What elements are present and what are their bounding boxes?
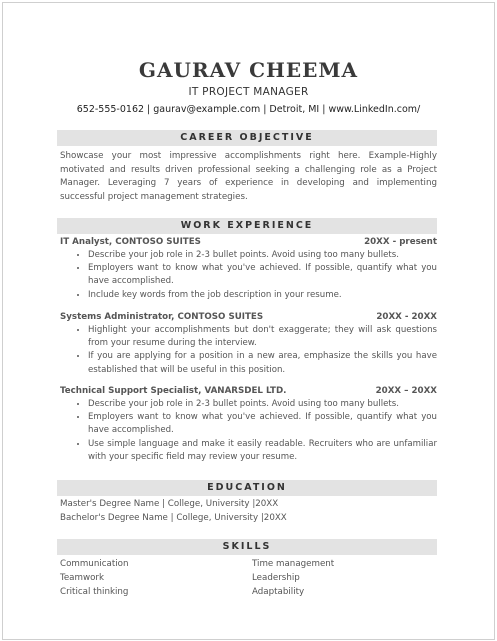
work-experience-heading: WORK EXPERIENCE [57,218,437,234]
skill-item: Critical thinking [60,587,129,597]
job-bullet: • Describe your job role in 2-3 bullet points. Avoid using too many bullets. [88,398,437,411]
job-entry-dates: 20XX - present [364,237,437,247]
job-entry-title: Technical Support Specialist, VANARSDEL LTD. [60,386,287,396]
skill-item: Leadership [252,573,300,583]
job-bullet: • Employers want to know what you've achieved. If possible, quantify what you have accomplished. [88,411,437,437]
job-entry-dates: 20XX - 20XX [376,312,437,322]
skill-item: Time management [252,559,335,569]
job-entry [60,236,437,302]
career-objective-text: Showcase your most impressive accomplishments right here. Example-Highly motivated and results driven professional seeking a challenging role as a Project Manager. Leveraging 7 years of experience in developing and implementing successful project management strategies. [60,151,437,202]
job-bullet: • Highlight your accomplishments but don't exaggerate; they will ask questions from your resume during the interview. [88,324,437,350]
job-entry-dates: 20XX – 20XX [375,386,437,396]
education-item: Bachelor's Degree Name | College, University |20XX [60,513,287,523]
skill-item: Communication [60,559,129,569]
skills-heading: SKILLS [57,539,437,555]
skill-item: Adaptability [252,587,305,597]
job-entry [60,311,437,377]
education-list [60,497,287,525]
skill-item: Teamwork [60,573,104,583]
education-heading: EDUCATION [57,480,437,496]
job-entry-title: IT Analyst, CONTOSO SUITES [60,237,201,247]
job-bullet: • If you are applying for a position in a new area, emphasize the skills you have established that will be useful in this position. [88,350,437,376]
contact-line: 652-555-0162 | gaurav@example.com | Detroit, MI | www.LinkedIn.com/ [76,104,421,115]
job-title: IT PROJECT MANAGER [188,86,309,98]
candidate-name: GAURAV CHEEMA [138,58,359,82]
job-entry-title: Systems Administrator, CONTOSO SUITES [60,312,264,322]
job-bullet: • Use simple language and make it easily readable. Recruiters who are unfamiliar with your specific field may review your resume. [88,438,437,464]
job-entry [60,385,437,464]
career-objective-heading: CAREER OBJECTIVE [57,130,437,146]
education-item: Master's Degree Name | College, University |20XX [60,499,279,509]
job-bullet: • Employers want to know what you've achieved. If possible, quantify what you have accomplished. [88,262,437,288]
job-bullet: • Include key words from the job description in your resume. [88,289,437,302]
skills-list [60,557,437,599]
job-bullet: • Describe your job role in 2-3 bullet points. Avoid using too many bullets. [88,249,437,262]
